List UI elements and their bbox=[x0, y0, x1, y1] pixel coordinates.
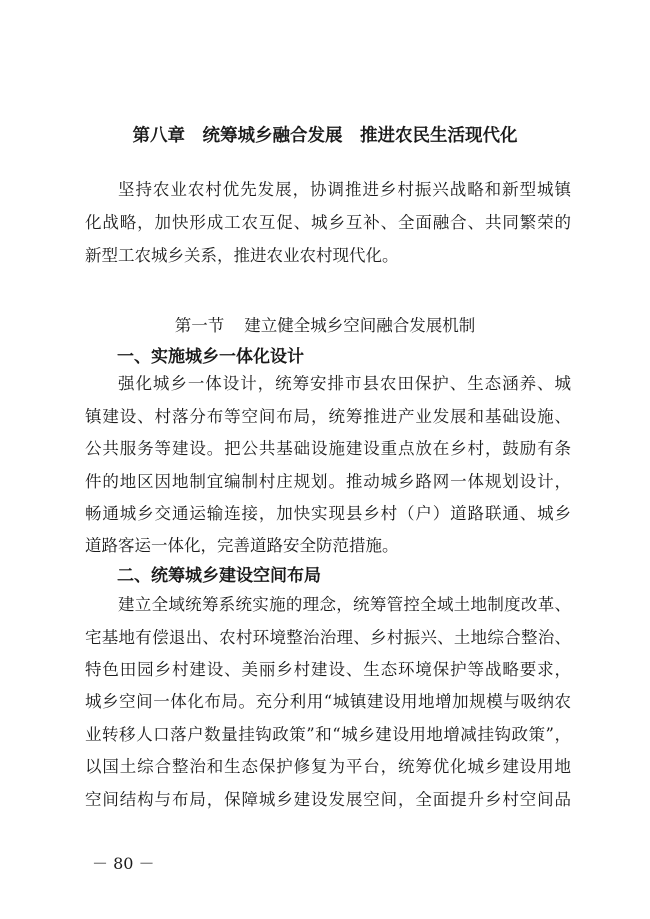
body-line: 建立全域统筹系统实施的理念，统筹管控全域土地制度改革、 bbox=[118, 595, 571, 614]
body-line: 镇建设、村落分布等空间布局，统筹推进产业发展和基础设施、 bbox=[85, 407, 571, 426]
subsection-heading: 一、实施城乡一体化设计 bbox=[117, 347, 304, 367]
body-line: 道路客运一体化，完善道路安全防范措施。 bbox=[85, 536, 399, 555]
body-line: 以国土综合整治和生态保护修复为平台，统筹优化城乡建设用地 bbox=[85, 757, 571, 776]
page-number: － 80 － bbox=[92, 854, 155, 873]
body-line: 业转移人口落户数量挂钩政策”和“城乡建设用地增减挂钩政策”， bbox=[85, 725, 571, 744]
intro-line: 新型工农城乡关系，推进农业农村现代化。 bbox=[85, 246, 399, 265]
intro-line: 坚持农业农村优先发展，协调推进乡村振兴战略和新型城镇 bbox=[118, 180, 571, 199]
section-name: 建立健全城乡空间融合发展机制 bbox=[244, 316, 476, 335]
body-line: 城乡空间一体化布局。充分利用“城镇建设用地增加规模与吸纳农 bbox=[85, 692, 571, 711]
body-line: 公共服务等建设。把公共基础设施建设重点放在乡村，鼓励有条 bbox=[85, 439, 571, 458]
section-title bbox=[0, 312, 650, 336]
body-line: 宅基地有偿退出、农村环境整治治理、乡村振兴、土地综合整治、 bbox=[85, 628, 571, 647]
body-line: 件的地区因地制宜编制村庄规划。推动城乡路网一体规划设计， bbox=[85, 472, 571, 491]
body-line: 畅通城乡交通运输连接，加快实现县乡村（户）道路联通、城乡 bbox=[85, 504, 571, 523]
section-number: 第一节 bbox=[174, 316, 225, 335]
body-line: 空间结构与布局，保障城乡建设发展空间，全面提升乡村空间品 bbox=[85, 790, 571, 809]
subsection-heading: 二、统筹城乡建设空间布局 bbox=[117, 566, 321, 586]
chapter-title: 第八章 统筹城乡融合发展 推进农民生活现代化 bbox=[132, 126, 518, 146]
body-line: 特色田园乡村建设、美丽乡村建设、生态环境保护等战略要求， bbox=[85, 660, 571, 679]
body-line: 强化城乡一体设计，统筹安排市县农田保护、生态涵养、城 bbox=[118, 374, 571, 393]
intro-line: 化战略，加快形成工农互促、城乡互补、全面融合、共同繁荣的 bbox=[85, 213, 571, 232]
